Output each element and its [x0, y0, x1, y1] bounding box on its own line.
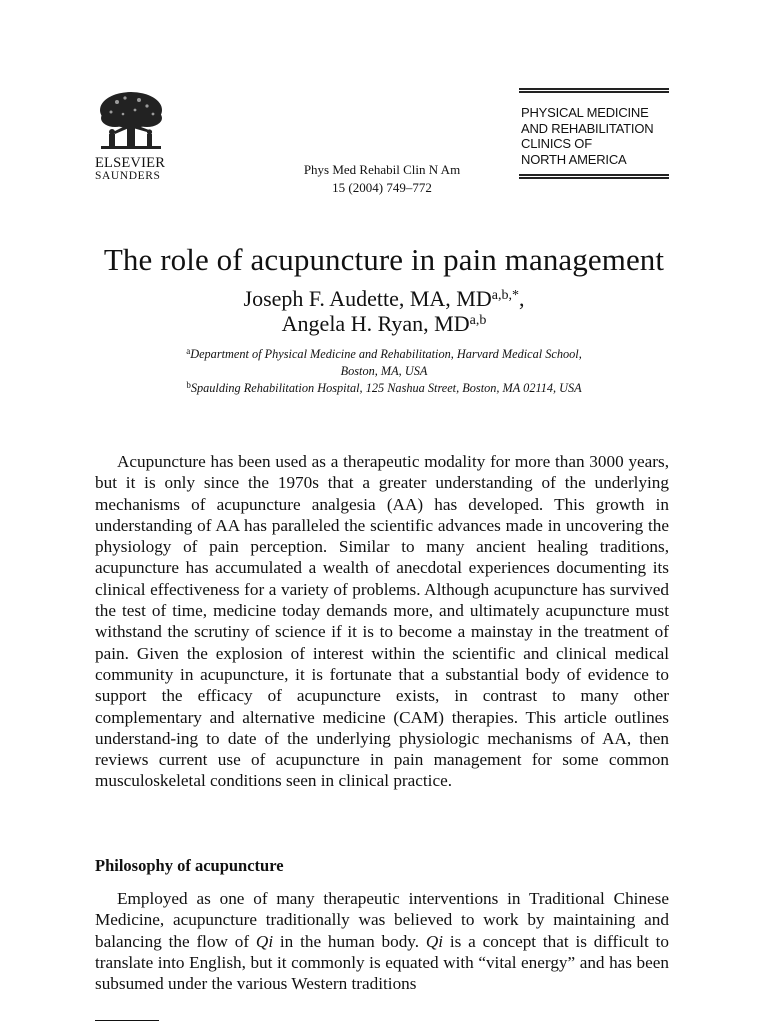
publisher-name: ELSEVIER [95, 155, 166, 171]
author-line: Joseph F. Audette, MA, $MD^{a,b,*}$, [243, 286, 525, 311]
author-line [0, 311, 768, 336]
publisher-imprint: SAUNDERS [95, 170, 161, 182]
affiliation-a-cont: Boston, MA, USA [340, 364, 428, 378]
abstract-paragraph: Acupuncture has been used as a therapeutic modality for more than 3000 years, but it is only since the 1970s that a greater understanding of the underlying mechanisms of acupuncture analgesia (AA) has developed. This growth in understanding of AA has paralleled the scientific advances made in uncovering the physiology of pain perception. Similar to many ancient healing traditions, acupuncture has accumulated a wealth of anecdotal experiences documenting its clinical effectiveness for a variety of problems. Although acupuncture has survived the test of time, medicine today demands more, and ultimately acupuncture must withstand the scrutiny of science if it is to become a mainstay in the treatment of pain. Given the explosion of interest within the scientific and clinical medical community in acupuncture, it is fortunate that a substantial body of evidence to support the efficacy of acupuncture exists, in contrast to many other complementary and alternative medicine (CAM) therapies. This article outlines understand-ing to date of the underlying physiologic mechanisms of AA, then reviews current use of acupuncture in pain management for some common musculoskeletal conditions seen in clinical practice. [95, 452, 669, 791]
author-name: Angela H. Ryan, MD [281, 311, 470, 336]
section-paragraph: Employed as one of many therapeutic interventions in Traditional Chinese Medicine, acupuncture traditionally was believed to work by maintaining and balancing the flow of Qi in the human body. Qi is a concept that is difficult to translate into English, but it commonly is equated with “vital energy” and has been subsumed under the various Western traditions [95, 889, 669, 994]
citation-journal: Phys Med Rehabil Clin N Am [303, 162, 461, 177]
journal-name-line: NORTH AMERICA [521, 151, 627, 167]
journal-name-line: CLINICS OF [521, 136, 592, 151]
article-title: The role of acupuncture in pain management [103, 242, 665, 277]
author-list [0, 286, 768, 336]
journal-title-block [519, 88, 669, 179]
affiliation-b: $^b$Spaulding Rehabilitation Hospital, 125 Nashua Street, Boston, MA 02114, USA [186, 380, 582, 395]
publisher-block [95, 88, 175, 182]
author-name: Joseph F. Audette, MA, MD [243, 286, 492, 311]
journal-citation [270, 161, 494, 197]
author-affiliation-marks: a,b,* [491, 288, 519, 303]
corresponding-author-mark[interactable]: * [511, 288, 519, 303]
author-affiliation-marks: a,b [469, 313, 487, 328]
footnote-rule [95, 1020, 159, 1021]
citation-volume-pages: 15 (2004) 749–772 [332, 180, 432, 195]
section-body [95, 888, 669, 994]
journal-name-line: PHYSICAL MEDICINE [521, 105, 649, 120]
abstract-text [95, 451, 669, 792]
section-heading: Philosophy of acupuncture [95, 856, 284, 875]
affiliation-list [0, 346, 768, 397]
journal-bottom-rule [519, 174, 669, 179]
affiliation-a: $^a$Department of Physical Medicine and Rehabilitation, Harvard Medical School, [186, 346, 582, 361]
journal-name [519, 93, 669, 174]
elsevier-tree-logo-icon [95, 88, 167, 156]
journal-name-line: AND REHABILITATION [521, 120, 654, 136]
